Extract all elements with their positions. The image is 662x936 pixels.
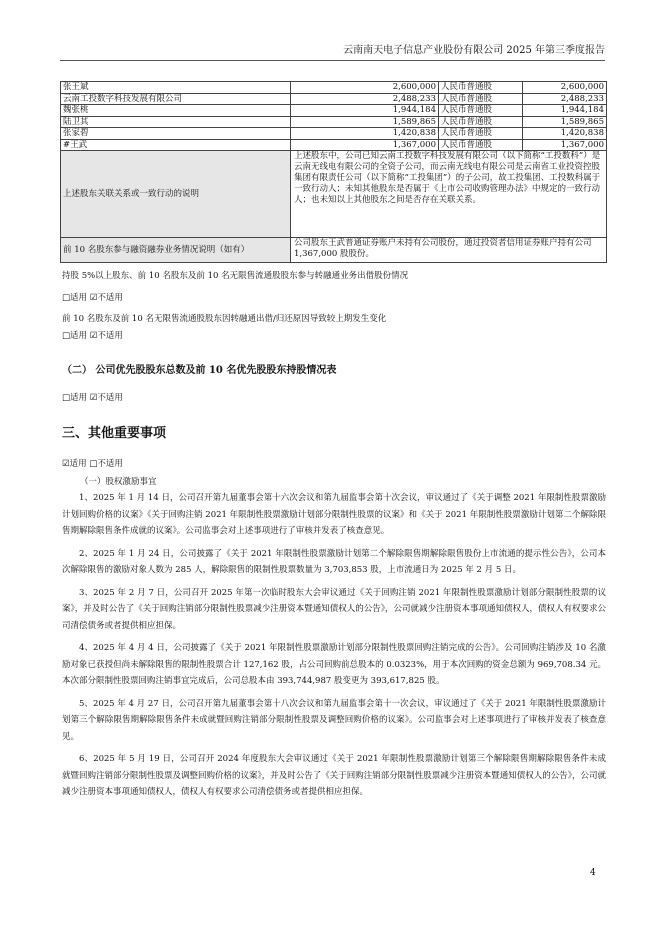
change-options: □适用 ☑不适用 — [62, 331, 123, 341]
table-row — [61, 105, 607, 117]
cell-name: 陆卫其 — [61, 116, 291, 128]
subsection-title: （一）股权激励事宜 — [80, 477, 157, 487]
margin-text: 公司股东王武普通证券账户未持有公司股份，通过投资者信用证券账户持有公司 1,367,000 股股份。 — [291, 238, 607, 263]
cell-name: 云南工投数字科技发展有限公司 — [61, 93, 291, 105]
cell-shares: 2,600,000 — [291, 82, 439, 94]
margin-row — [61, 238, 607, 263]
section-2-options: □适用 ☑不适用 — [62, 393, 123, 403]
cell-qty: 1,367,000 — [523, 139, 607, 151]
cell-qty: 2,488,233 — [523, 93, 607, 105]
shareholder-table — [60, 81, 607, 263]
paragraph: 4、2025 年 4 月 4 日，公司披露了《关于 2021 年限制性股票激励计划部分限制性股票回购注销完成的公告》。公司回购注销涉及 10 名激励对象已获授但尚未解除限售的限制性股票合计 127,162 股，占公司回购前总股本的 0.0323%，用于本次回购的资金总额为 969,708.34 元。本次部分限制性股票回购注销事宜完成后，公司总股本由 393,744,987 股变更为 393,617,825 股。 — [62, 643, 606, 686]
cell-shares: 1,589,865 — [291, 116, 439, 128]
paragraph: 5、2025 年 4 月 27 日，公司召开第九届董事会第十八次会议和第九届监事会第十一次会议，审议通过了《关于 2021 年限制性股票激励计划第三个解除限售期解除限售条件未成就暨回购注销部分限制性股票及调整回购价格的议案》。公司监事会对上述事项进行了审核并发表了核查意见。 — [62, 698, 606, 742]
lending-line: 持股 5%以上股东、前 10 名股东及前 10 名无限售流通股股东参与转融通业务出借股份情况 — [62, 271, 409, 281]
cell-type: 人民币普通股 — [439, 139, 523, 151]
page-header: 云南南天电子信息产业股份有限公司 2025 年第三季度报告 — [60, 44, 605, 61]
table-row — [61, 128, 607, 140]
related-text: 上述股东中，公司已知云南工投数字科技发展有限公司（以下简称“工投数科”）是云南无线电有限公司的全资子公司，而云南无线电有限公司是云南省工业投资控股集团有限责任公司（以下简称“工投集团”）的子公司，故工投集团、工投数科属于一致行动人；未知其他股东是否属于《上市公司收购管理办法》中规定的一致行动人；也未知以上其他股东之间是否存在关联关系。 — [291, 151, 607, 238]
table-row — [61, 93, 607, 105]
paragraph-list — [62, 490, 606, 807]
cell-qty: 2,600,000 — [523, 82, 607, 94]
cell-shares: 1,367,000 — [291, 139, 439, 151]
cell-name: 魏张桃 — [61, 105, 291, 117]
table-row — [61, 116, 607, 128]
cell-type: 人民币普通股 — [439, 82, 523, 94]
cell-shares: 1,420,838 — [291, 128, 439, 140]
related-row — [61, 151, 607, 238]
section-3-title: 三、其他重要事项 — [62, 426, 167, 441]
cell-qty: 1,944,184 — [523, 105, 607, 117]
section-3-options: ☑适用 □不适用 — [62, 459, 123, 469]
cell-shares: 1,944,184 — [291, 105, 439, 117]
cell-type: 人民币普通股 — [439, 105, 523, 117]
paragraph: 3、2025 年 2 月 7 日，公司召开 2025 年第一次临时股东大会审议通过《关于回购注销 2021 年限制性股票激励计划部分限制性股票的议案》，并及时公告了《关于回购注销部分限制性股票减少注册资本暨通知债权人的公告》，公司就减少注册资本事项通知债权人，债权人有权要求公司清偿债务或者提供相应担保。 — [62, 587, 607, 631]
change-line: 前 10 名股东及前 10 名无限售流通股股东因转融通出借/归还原因导致较上期发生变化 — [62, 314, 387, 324]
cell-shares: 2,488,233 — [291, 93, 439, 105]
cell-name: 张王斌 — [61, 82, 291, 94]
table-row — [61, 139, 607, 151]
related-label: 上述股东关联关系或一致行动的说明 — [61, 151, 291, 238]
cell-name: #王武 — [61, 139, 291, 151]
paragraph: 6、2025 年 5 月 19 日，公司召开 2024 年度股东大会审议通过《关于 2021 年限制性股票激励计划第三个解除限售期解除限售条件未成就暨回购注销部分限制性股票及调整回购价格的议案》，并及时公告了《关于回购注销部分限制性股票减少注册资本暨通知债权人的公告》，公司就减少注册资本事项通知债权人，债权人有权要求公司清偿债务或者提供相应担保。 — [62, 754, 607, 797]
cell-qty: 1,420,838 — [523, 128, 607, 140]
paragraph: 1、2025 年 1 月 14 日，公司召开第九届董事会第十六次会议和第九届监事会第十次会议，审议通过了《关于调整 2021 年限制性股票激励计划回购价格的议案》《关于回购注销 2021 年限制性股票激励计划部分限制性股票的议案》和《关于 2021 年限制性股票激励计划第二个解除限售期解除限售条件成就的议案》。公司监事会对上述事项进行了审核并发表了核查意见。 — [62, 493, 606, 536]
section-2-title: （二） 公司优先股股东总数及前 10 名优先股股东持股情况表 — [62, 365, 337, 376]
cell-name: 张家碧 — [61, 128, 291, 140]
margin-label: 前 10 名股东参与融资融券业务情况说明（如有） — [61, 238, 291, 263]
page-number: 4 — [590, 868, 596, 878]
paragraph: 2、2025 年 1 月 24 日，公司披露了《关于 2021 年限制性股票激励计划第二个解除限售期解除限售股份上市流通的提示性公告》，公司本次解除限售的激励对象人数为 285 人，解除限售的限制性股票数量为 3,703,853 股，上市流通日为 2025 年 2 月 5 日。 — [62, 548, 606, 575]
lending-options: □适用 ☑不适用 — [62, 293, 123, 303]
cell-type: 人民币普通股 — [439, 93, 523, 105]
cell-type: 人民币普通股 — [439, 116, 523, 128]
cell-qty: 1,589,865 — [523, 116, 607, 128]
cell-type: 人民币普通股 — [439, 128, 523, 140]
table-row — [61, 82, 607, 94]
